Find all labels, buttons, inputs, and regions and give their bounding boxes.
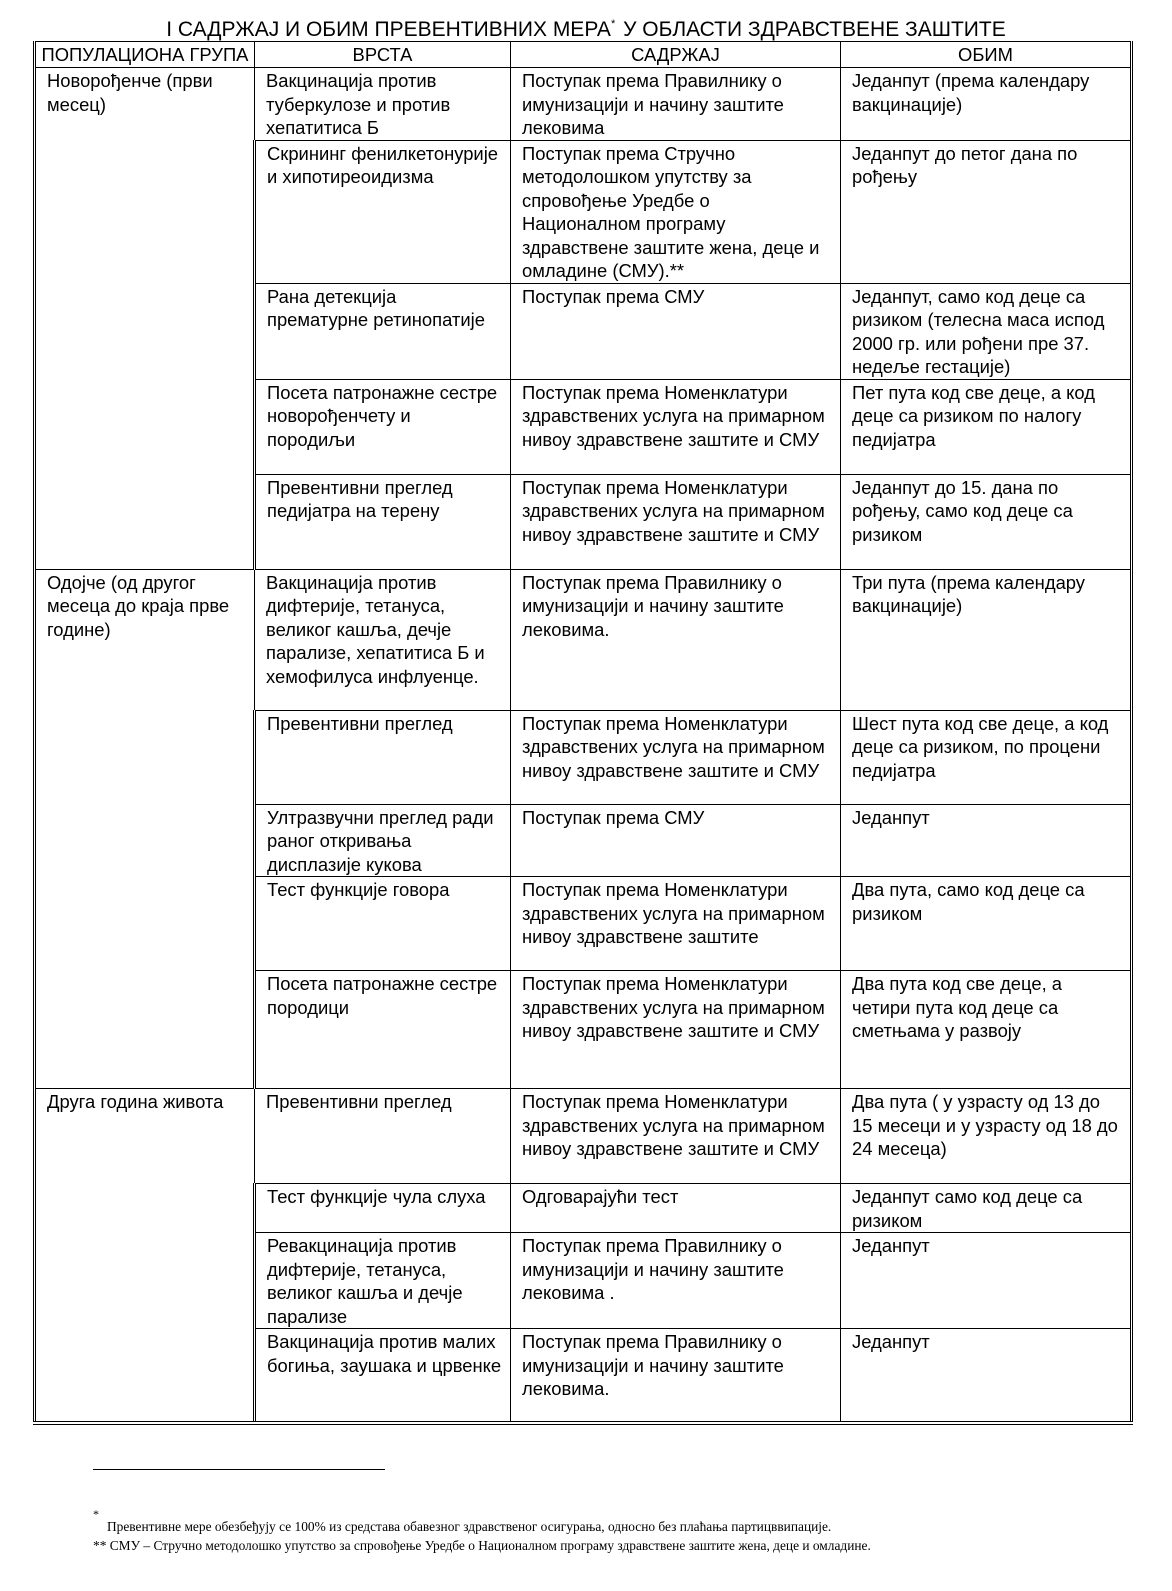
measure-content-cell: Поступак према Правилнику о имунизацији и начину заштите лековима . (511, 1233, 841, 1329)
measure-content-cell: Поступак према Правилнику о имунизацији и начину заштите лековима (511, 68, 841, 141)
measure-content-cell: Поступак према Номенклатури здравствених услуга на примарном нивоу здравствене заштите и СМУ (511, 1089, 841, 1184)
measure-scope-cell: Једанпут до 15. дана по рођењу, само код деце са ризиком (841, 474, 1132, 569)
measure-content-cell: Одговарајући тест (511, 1184, 841, 1233)
table-row (35, 68, 1132, 141)
measure-scope-cell: Два пута, само код деце са ризиком (841, 877, 1132, 971)
table-header-row (35, 42, 1132, 68)
measure-type-cell: Тест функције чула слуха (255, 1184, 511, 1233)
measure-type-cell: Ултразвучни преглед ради раног откривања дисплазије кукова (255, 804, 511, 877)
measure-content-cell: Поступак према Правилнику о имунизацији и начину заштите лековима. (511, 1329, 841, 1423)
column-header-type: ВРСТА (255, 42, 511, 68)
preventive-measures-table (33, 41, 1133, 1425)
measure-scope-cell: Шест пута код све деце, а код деце са ризиком, по процени педијатра (841, 710, 1132, 804)
measure-scope-cell: Три пута (према календару вакцинације) (841, 569, 1132, 710)
measure-content-cell: Поступак према Номенклатури здравствених услуга на примарном нивоу здравствене заштите и СМУ (511, 379, 841, 474)
measure-type-cell: Превентивни преглед педијатра на терену (255, 474, 511, 569)
population-group-cell: Одојче (од другог месеца до краја прве године) (35, 569, 255, 1089)
footnote-marker: * (93, 1507, 99, 1521)
measure-scope-cell: Једанпут (841, 1329, 1132, 1423)
measure-scope-cell: Једанпут само код деце са ризиком (841, 1184, 1132, 1233)
measure-scope-cell: Два пута ( у узрасту од 13 до 15 месеци и у узрасту од 18 до 24 месеца) (841, 1089, 1132, 1184)
measure-content-cell: Поступак према Номенклатури здравствених услуга на примарном нивоу здравствене заштите и СМУ (511, 474, 841, 569)
measure-type-cell: Превентивни преглед (255, 710, 511, 804)
measure-content-cell: Поступак према Номенклатури здравствених услуга на примарном нивоу здравствене заштите и СМУ (511, 971, 841, 1089)
title-text-part1: I САДРЖАЈ И ОБИМ ПРЕВЕНТИВНИХ МЕРА (166, 18, 611, 41)
measure-scope-cell: Једанпут (841, 1233, 1132, 1329)
measure-scope-cell: Једанпут (841, 804, 1132, 877)
footnote-separator (93, 1469, 385, 1470)
measure-scope-cell: Два пута код све деце, а четири пута код деце са сметњама у развоју (841, 971, 1132, 1089)
measure-type-cell: Ревакцинација против дифтерије, тетануса, великог кашља и дечје парализе (255, 1233, 511, 1329)
measure-content-cell: Поступак према СМУ (511, 804, 841, 877)
measure-content-cell: Поступак према Номенклатури здравствених услуга на примарном нивоу здравствене заштите (511, 877, 841, 971)
title-text-part2: У ОБЛАСТИ ЗДРАВСТВЕНЕ ЗАШТИТЕ (623, 18, 1006, 41)
measure-content-cell: Поступак према Стручно методолошком упутству за спровођење Уредбе о Националном програму здравствене заштите жена, деце и омладине (СМУ).** (511, 140, 841, 283)
measure-type-cell: Тест функције говора (255, 877, 511, 971)
table-row (35, 569, 1132, 710)
measure-scope-cell: Једанпут, само код деце са ризиком (телесна маса испод 2000 гр. или рођени пре 37. недеље гестације) (841, 283, 1132, 379)
column-header-population-group: ПОПУЛАЦИОНА ГРУПА (35, 42, 255, 68)
measure-scope-cell: Пет пута код све деце, а код деце са ризиком по налогу педијатра (841, 379, 1132, 474)
footnote-1: Превентивне мере обезбеђују се 100% из средстава обавезног здравственог осигурања, односно без плаћања партицввипације. (107, 1519, 832, 1534)
footnote-2: ** СМУ – Стручно методолошко упутство за спровођење Уредбе о Националном програму здравствене заштите жена, деце и омладине. (93, 1538, 871, 1553)
population-group-cell: Друга година живота (35, 1089, 255, 1423)
measure-content-cell: Поступак према Правилнику о имунизацији и начину заштите лековима. (511, 569, 841, 710)
measure-type-cell: Рана детекција прематурне ретинопатије (255, 283, 511, 379)
measure-scope-cell: Једанпут до петог дана по рођењу (841, 140, 1132, 283)
measure-type-cell: Вакцинација против туберкулозе и против хепатитиса Б (255, 68, 511, 141)
measure-type-cell: Посета патронажне сестре новорођенчету и породиљи (255, 379, 511, 474)
measure-content-cell: Поступак према СМУ (511, 283, 841, 379)
measure-type-cell: Скрининг фенилкетонурије и хипотиреоидизма (255, 140, 511, 283)
title-footnote-marker: * (610, 18, 616, 30)
column-header-scope: ОБИМ (841, 42, 1132, 68)
column-header-content: САДРЖАЈ (511, 42, 841, 68)
measure-content-cell: Поступак према Номенклатури здравствених услуга на примарном нивоу здравствене заштите и СМУ (511, 710, 841, 804)
measure-type-cell: Посета патронажне сестре породици (255, 971, 511, 1089)
population-group-cell: Новорођенче (први месец) (35, 68, 255, 570)
measure-type-cell: Вакцинација против дифтерије, тетануса, великог кашља, дечје парализе, хепатитиса Б и хемофилуса инфлуенце. (255, 569, 511, 710)
measure-type-cell: Превентивни преглед (255, 1089, 511, 1184)
measure-type-cell: Вакцинација против малих богиња, заушака и црвенке (255, 1329, 511, 1423)
measure-scope-cell: Једанпут (према календару вакцинације) (841, 68, 1132, 141)
table-row (35, 1089, 1132, 1184)
page-title (0, 12, 1172, 42)
